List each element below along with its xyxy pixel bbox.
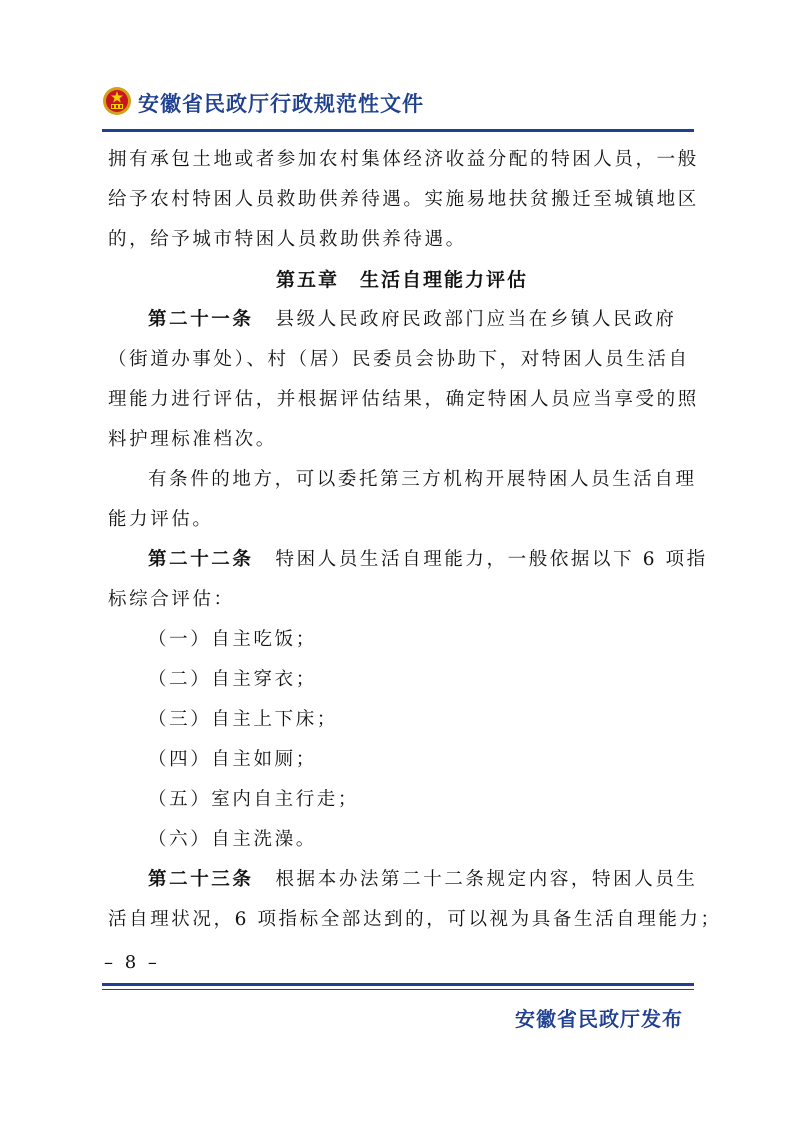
body-line: 的，给予城市特困人员救助供养待遇。	[108, 229, 467, 250]
article-22-line	[108, 540, 708, 580]
page-number: – 8 –	[104, 952, 160, 973]
body-line: 标综合评估：	[108, 589, 235, 610]
body-line: 料护理标准档次。	[108, 429, 277, 450]
list-item: （六）自主洗澡。	[148, 829, 317, 850]
footer-publisher: 安徽省民政厅发布	[515, 1007, 683, 1031]
article-21-line	[108, 300, 696, 340]
article-text: 县级人民政府民政部门应当在乡镇人民政府	[275, 309, 677, 330]
body-line: 理能力进行评估，并根据评估结果，确定特困人员应当享受的照	[108, 389, 699, 410]
chapter-title: 第五章 生活自理能力评估	[275, 269, 528, 291]
document-body	[108, 140, 722, 940]
header-title: 安徽省民政厅行政规范性文件	[138, 92, 424, 116]
body-line: 能力评估。	[108, 509, 214, 530]
footer-divider-thin	[102, 989, 694, 990]
body-line: 活自理状况，6 项指标全部达到的，可以视为具备生活自理能力；	[108, 909, 722, 930]
document-header	[102, 84, 694, 124]
article-label: 第二十二条	[148, 549, 254, 570]
list-item: （四）自主如厕；	[148, 749, 317, 770]
list-item: （五）室内自主行走；	[148, 789, 360, 810]
list-item: （一）自主吃饭；	[148, 629, 317, 650]
article-23-line	[108, 860, 696, 900]
article-label: 第二十三条	[148, 869, 254, 890]
national-emblem-icon	[102, 86, 132, 116]
article-label: 第二十一条	[148, 309, 254, 330]
body-line: 有条件的地方，可以委托第三方机构开展特困人员生活自理	[148, 469, 697, 490]
list-item: （三）自主上下床；	[148, 709, 338, 730]
body-line: 给予农村特困人员救助供养待遇。实施易地扶贫搬迁至城镇地区	[108, 189, 699, 210]
header-divider	[102, 129, 694, 132]
body-line: （街道办事处）、村（居）民委员会协助下，对特困人员生活自	[108, 349, 690, 370]
article-text: 特困人员生活自理能力，一般依据以下 6 项指	[275, 549, 708, 570]
footer-divider	[102, 983, 694, 986]
body-line: 拥有承包土地或者参加农村集体经济收益分配的特困人员，一般	[108, 149, 699, 170]
list-item: （二）自主穿衣；	[148, 669, 317, 690]
article-text: 根据本办法第二十二条规定内容，特困人员生	[275, 869, 698, 890]
